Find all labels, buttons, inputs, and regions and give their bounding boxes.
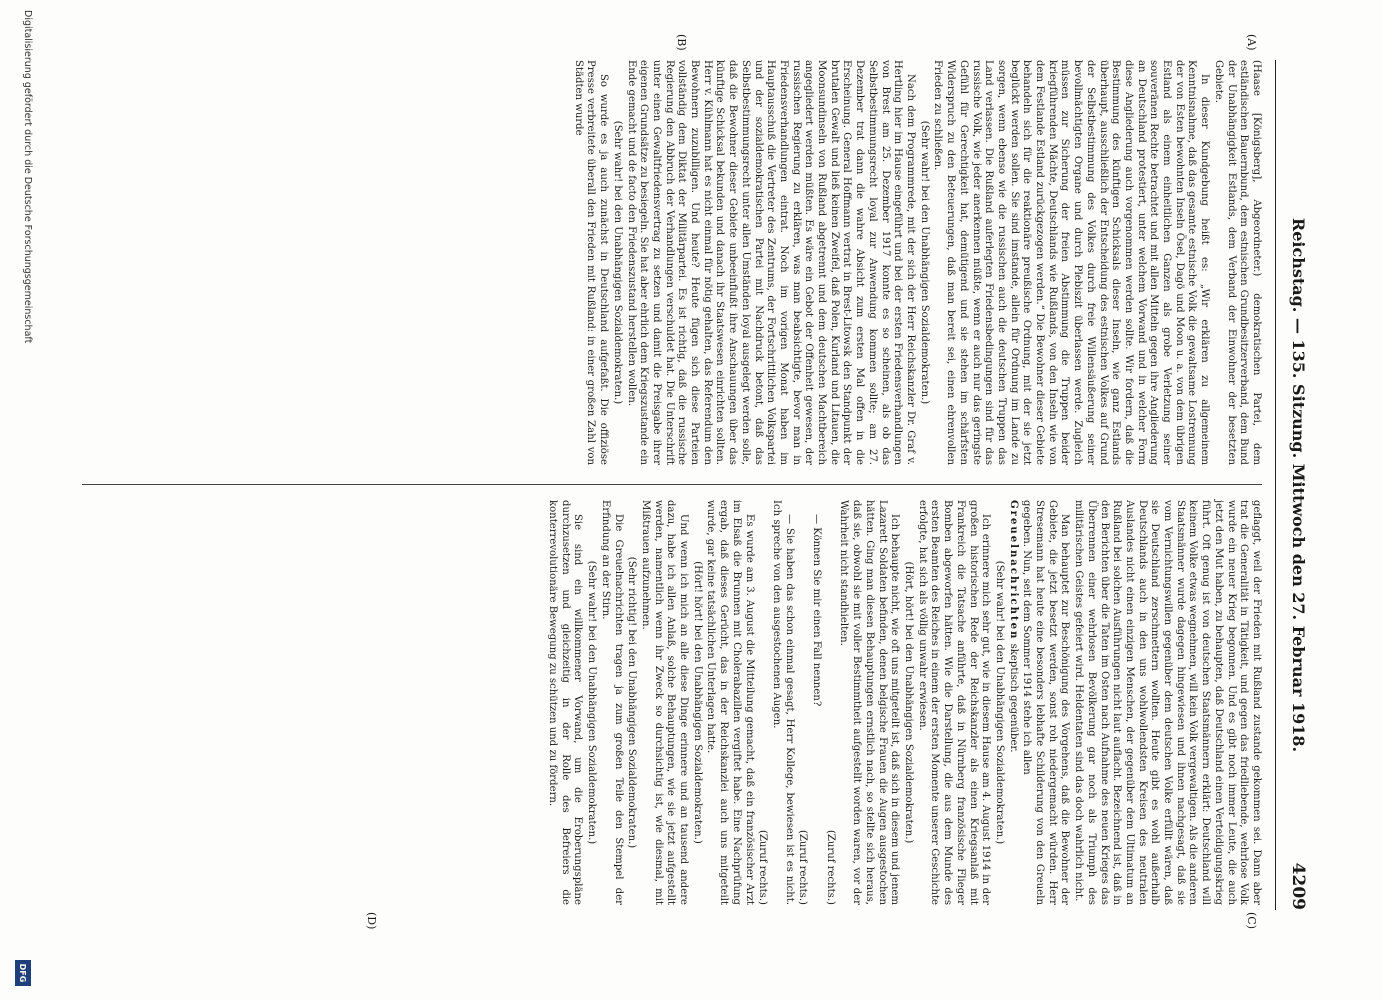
interjection: (Sehr wahr! bei den Unabhängigen Sozialdemokraten.)	[611, 120, 623, 405]
column-divider	[82, 484, 1262, 485]
paragraph: In dieser Kundgebung heißt es: „Wir erklären zu allgemeinem Kenntnisnahme, daß das gesamte estnische Volk die gewaltsame Lostrennung der von Esten bewohnten Inseln Ösel, Dagö und Moon u. a. von dem übrigen Estland als einem einheitlichen Ganzen als grobe Verletzung seiner souveränen Rechte betrachtet und mit allen Mitteln gegen ihre Angliederung an Deutschland protestiert, unter welchem Vorwand und in welcher Form diese Angliederung auch vorgenommen werden sollte. Wir fordern, daß die Bestimmung des künftigen Schicksals dieser Inseln, wie ganz Estlands überhaupt, ausschließlich der Entscheidung des estnischen Volkes auf Grund der Selbstbestimmung des Volkes durch freie Willensäußerung seiner bevollmächtigten Organe und durch Plebiszit überlassen werde. Zugleich müssen zur Sicherung der freien Abstimmung die Truppen beider kriegführenden Mächte, Deutschlands wie Rußlands, von den Inseln wie von dem Festlande Estland zurückgezogen werden.“ Die Bewohner dieser Gebiete behandeln sich für die reaktionäre preußische Ordnung, mit der sie jetzt beglückt werden sollen. Sie sind imstande, allein für Ordnung im Lande zu sorgen, wenn ebenso wie die russischen auch die deutschen Truppen das Land verlassen. Die Rußland auferlegten Friedensbedingungen sind für das russische Volk, wie jeder anerkennen müßte, wenn er auch nur das geringste Gefühl für Gerechtigkeit hat, demütigend und sie stehen im schärfsten Widerspruch zu den Beteuerungen, daß man bereit sei, einen ehrenvollen Frieden zu schließen.	[932, 60, 1211, 465]
paragraph: Ich behaupte nicht, wie oft uns mitgeteilt ist, daß sich in diesem und jenem Lazarett Soldaten befinden, denen belgische Frauen die Augen ausgestochen hätten. Ging man diesen Behauptungen ernstlich nach, so stellte sich heraus, daß sie, obwohl sie mit voller Bestimmtheit aufgestellt worden waren, vor der Wahrheit nicht standhielten.	[838, 500, 901, 905]
running-title: Reichstag. — 135. Sitzung. Mittwoch den 27. Februar 1918.	[1289, 217, 1308, 753]
interjection: (Zuruf rechts.)	[797, 829, 809, 905]
margin-marker-b: (B)	[675, 34, 688, 51]
paragraph: Man behauptet zur Beschönigung des Vorgehens, daß die Bewohner der Gebiete, die jetzt besetzt werden, sonst roh niedergemacht würden. Herr Stresemann hat heute eine besonders lebhafte Schilderung von den Greueln gegeben. Nun, seit dem Sommer 1914 stehe ich allen	[1021, 500, 1071, 905]
paragraph: geflaggt, weil der Frieden mit Rußland zustande gekommen sei. Dann aber trat die Generalität in Tätigkeit, und gegen das friedliebende, wehrlose Volk wurde ein neuer Krieg begonnen. Und es gibt noch immer Leute, die auch jetzt den Mut haben, zu behaupten, daß Deutschland einen Verteidigungskrieg führt. Oft genug ist von deutschen Staatsmännern erklärt: Deutschland will keinem Volke etwas wegnehmen, will kein Volk vergewaltigen. Als die anderen Staatsmänner wurde dagegen hingewiesen und ihnen nachgesagt, daß sie vom Vernichtungswillen gegenüber dem deutschen Volke erfüllt wären, daß sie Deutschland zerschmettern wollten. Heute gibt es wohl außerhalb Deutschlands auch in den uns wohlwollendsten Kreisen des neutralen Auslandes nicht einen einzigen Menschen, der gegenüber dem Ultimatum an Rußland bei solchen Ausführungen nicht laut auflacht. Bezeichnend ist, daß in den Berichten über die Taten im Osten nach Aufnahme des neuen Krieges das Überrennen einer wehrlosen Bevölkerung gar noch als Triumph des militärischen Geistes gefeiert wird. Heldentaten sind das doch wahrlich nicht.	[1073, 500, 1262, 905]
paragraph: Es wurde am 3. August die Mitteilung gemacht, daß ein französischer Arzt im Elsaß die Brunnen mit Cholerabazillen vergiftet habe. Eine Nachprüfung ergab, daß dieses Gerücht, das in der Reichskanzlei auch uns mitgeteilt wurde, gar keine tatsächlichen Unterlagen hatte.	[705, 500, 755, 905]
interjection: (Sehr wahr! bei den Unabhängigen Sozialdemokraten.)	[993, 560, 1005, 845]
interjection: (Zuruf rechts.)	[824, 829, 836, 905]
paragraph: — Können Sie mir einen Fall nennen?	[811, 514, 823, 707]
document-page	[63, 34, 1308, 930]
digitization-credit: Digitalisierung gefördert durch die Deutsche Forschungsgemeinschaft	[22, 10, 33, 344]
page-header	[1274, 60, 1308, 910]
right-column	[547, 500, 1262, 905]
header-rule	[1275, 60, 1276, 910]
margin-marker-d: (D)	[365, 912, 378, 930]
paragraph: Sie sind ein willkommener Vorwand, um die Eroberungspläne durchzusetzen und gleichzeitig in der Rolle des Befreiers die konterrevolutionäre Bewegung zu schützen und zu fördern.	[547, 500, 584, 905]
paragraph: (Haase [Königsberg], Abgeordneter.) demokratischen Partei, dem estländischen Bauernbund, dem estnischen Grundbesitzerverband, dem Bund der Unabhängigkeit Estlands, dem Verband der Einwohner der besetzten Gebiete.	[1212, 60, 1262, 465]
interjection: (Hört, hört! bei den Unabhängigen Sozialdemokraten.)	[903, 561, 915, 844]
paragraph: — Sie haben das schon einmal gesagt, Herr Kollege, bewiesen ist es nicht. Ich spreche von den ausgestochenen Augen.	[770, 500, 795, 905]
paragraph-text: skeptisch gegenüber.	[1007, 643, 1019, 753]
page-number: 4209	[1288, 862, 1308, 910]
margin-marker-c: (C)	[1245, 912, 1258, 929]
margin-marker-a: (A)	[1245, 34, 1258, 51]
interjection: (Sehr wahr! bei den Unabhängigen Sozialdemokraten.)	[918, 120, 930, 405]
paragraph: Nach dem Programmrede, mit der sich der Herr Reichskanzler Dr. Graf v. Hertling hier im Hause eingeführt und bei der ersten Friedensverhandlungen von Brest am 25. Dezember 1917 konnte es so scheinen, als ob das Selbstbestimmungsrecht loyal zur Anwendung kommen sollte; am 27. Dezember trat dann die wahre Absicht zum ersten Mal offen in die Erscheinung. General Hoffmann vertrat in Brest-Litowsk den Standpunkt der brutalen Gewalt und ließ keinen Zweifel, daß Polen, Kurland und Litauen, die Moonsundinseln von Rußland abgetrennt und dem deutschen Machtbereich angegliedert werden müßten. Es wäre ein Gebot der Offenheit gewesen, der russischen Regierung zu erklären, was man beabsichtigte, bevor man in Friedensverhandlungen eintrat. Noch im vorigen Monat haben im Hauptausschuß die Vertreter des Zentrums, der Fortschrittlichen Volkspartei und der sozialdemokratischen Partei mit Nachdruck betont, daß das Selbstbestimmungsrecht unter allen Umständen loyal ausgelegt werden solle, daß die Bewohner dieser Gebiete unbeeinflußt ihre Anschauungen über das künftige Schicksal bekunden und danach ihr Staatswesen einrichten sollten. Herr v. Kühlmann hat es nicht einmal für nötig gehalten, das Referendum den Bewohnern zuzubilligen. Und heute? Heute fügen sich diese Parteien vollständig dem Diktat der Militärpartei. Es ist richtig, daß die russische Regierung den Abbruch der Verhandlungen verschuldet hat. Die Unterschrift unter einen Gewaltfriedensvertrag zu setzen und damit die Preisgabe ihrer eigenen Grundsätze zu besiegeln. Sie hat aber ehrlich dem Kriegszustande ein Ende gemacht und de facto den Friedenszustand herstellen wollen.	[625, 60, 917, 465]
emphasized-word: Greuelnachrichten	[1007, 500, 1019, 641]
interjection: (Hört! hört! bei den Unabhängigen Sozialdemokraten.)	[691, 561, 703, 844]
paragraph: Die Greuelnachrichten tragen ja zum großen Teile den Stempel der Erfindung an der Stirn.	[599, 500, 624, 905]
interjection: (Sehr wahr! bei den Unabhängigen Sozialdemokraten.)	[586, 560, 598, 845]
paragraph: Ich erinnere mich sehr gut, wie in diesem Hause am 4. August 1914 in der großen historischen Rede der Reichskanzler als einen Kriegsanlaß mit Frankreich die Tatsache anführte, daß in Nürnberg französische Flieger Bomben abgeworfen hätten. Wie die Darstellung, die aus dem Munde des ersten Beamten des Reiches in einem der ersten Momente unserer Geschichte erfolgte, hat sich als völlig unwahr erwiesen.	[916, 500, 992, 905]
dfg-logo: DFG	[15, 960, 31, 986]
interjection: (Sehr richtig! bei den Unabhängigen Sozialdemokraten.)	[626, 556, 638, 849]
paragraph: Und wenn ich mich an alle diese Dinge erinnere und an tausend andere dazu, habe ich allen Anlaß, solche Behauptungen, wie sie jetzt aufgestellt werden, namentlich wenn ihr Zweck so durchsichtig ist, wie diesmal, mit Mißtrauen aufzunehmen.	[639, 500, 690, 905]
interjection: (Zuruf rechts.)	[757, 829, 769, 905]
left-column	[67, 60, 1262, 465]
paragraph	[1006, 500, 1019, 905]
paragraph: So wurde es ja auch zunächst in Deutschland aufgefaßt. Die offiziöse Presse verbreitete überall den Frieden mit Rußland: in einer großen Zahl von Städten wurde	[572, 60, 610, 465]
